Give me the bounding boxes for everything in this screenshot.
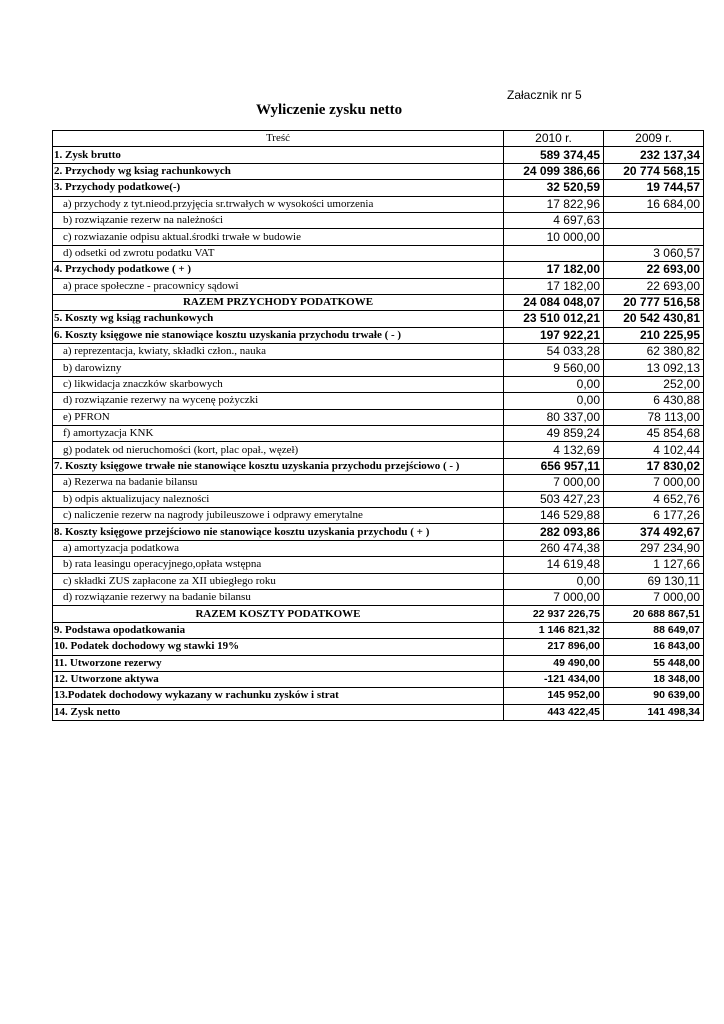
value-2010: 80 337,00 — [504, 409, 604, 425]
value-2010: 24 084 048,07 — [504, 294, 604, 310]
value-2010: 49 859,24 — [504, 426, 604, 442]
table-row — [53, 688, 704, 704]
row-label: b) rata leasingu operacyjnego,opłata wstępna — [53, 557, 504, 573]
row-label: 14. Zysk netto — [53, 704, 504, 720]
value-2010: 22 937 226,75 — [504, 606, 604, 622]
value-2009: 16 684,00 — [604, 196, 704, 212]
table-row — [53, 442, 704, 458]
value-2010: 7 000,00 — [504, 589, 604, 605]
value-2009: 3 060,57 — [604, 245, 704, 261]
value-2010: 146 529,88 — [504, 507, 604, 523]
table-row — [53, 606, 704, 622]
value-2010: 217 896,00 — [504, 639, 604, 655]
value-2009: 4 652,76 — [604, 491, 704, 507]
table-row — [53, 458, 704, 474]
table-row — [53, 524, 704, 540]
row-label: 11. Utworzone rezerwy — [53, 655, 504, 671]
table-row — [53, 278, 704, 294]
table-row — [53, 409, 704, 425]
value-2009: 6 430,88 — [604, 393, 704, 409]
value-2010: 4 697,63 — [504, 212, 604, 228]
table-row — [53, 426, 704, 442]
row-label: 2. Przychody wg ksiag rachunkowych — [53, 163, 504, 179]
value-2010: 24 099 386,66 — [504, 163, 604, 179]
table-row — [53, 573, 704, 589]
value-2009: 16 843,00 — [604, 639, 704, 655]
row-label: 6. Koszty księgowe nie stanowiące kosztu uzyskania przychodu trwałe ( - ) — [53, 327, 504, 343]
value-2010: 1 146 821,32 — [504, 622, 604, 638]
value-2010: 54 033,28 — [504, 344, 604, 360]
row-label: b) rozwiązanie rezerw na należności — [53, 212, 504, 228]
table-row — [53, 589, 704, 605]
row-label: d) odsetki od zwrotu podatku VAT — [53, 245, 504, 261]
row-label: RAZEM KOSZTY PODATKOWE — [53, 606, 504, 622]
table-row — [53, 147, 704, 163]
document-title: Wyliczenie zysku netto — [256, 102, 403, 118]
table-row — [53, 639, 704, 655]
table-row — [53, 622, 704, 638]
row-label: 13.Podatek dochodowy wykazany w rachunku zysków i strat — [53, 688, 504, 704]
value-2009: 13 092,13 — [604, 360, 704, 376]
table-row — [53, 212, 704, 228]
value-2010: 17 182,00 — [504, 262, 604, 278]
value-2010: 0,00 — [504, 393, 604, 409]
table-row — [53, 704, 704, 720]
column-header-2010: 2010 r. — [504, 131, 604, 147]
value-2009: 88 649,07 — [604, 622, 704, 638]
row-label: f) amortyzacja KNK — [53, 426, 504, 442]
row-label: c) likwidacja znaczków skarbowych — [53, 376, 504, 392]
value-2009: 297 234,90 — [604, 540, 704, 556]
value-2009: 141 498,34 — [604, 704, 704, 720]
value-2009: 18 348,00 — [604, 671, 704, 687]
table-header-row — [53, 131, 704, 147]
row-label: a) amortyzacja podatkowa — [53, 540, 504, 556]
row-label: 9. Podstawa opodatkowania — [53, 622, 504, 638]
value-2010: 49 490,00 — [504, 655, 604, 671]
row-label: 3. Przychody podatkowe(-) — [53, 180, 504, 196]
table-row — [53, 344, 704, 360]
value-2009: 232 137,34 — [604, 147, 704, 163]
value-2010: 282 093,86 — [504, 524, 604, 540]
table-row — [53, 311, 704, 327]
value-2009 — [604, 212, 704, 228]
value-2009: 20 688 867,51 — [604, 606, 704, 622]
table-row — [53, 196, 704, 212]
row-label: 8. Koszty księgowe przejściowo nie stanowiące kosztu uzyskania przychodu ( + ) — [53, 524, 504, 540]
row-label: b) odpis aktualizujacy nalezności — [53, 491, 504, 507]
table-row — [53, 671, 704, 687]
value-2009: 20 777 516,58 — [604, 294, 704, 310]
value-2009: 90 639,00 — [604, 688, 704, 704]
table-row — [53, 360, 704, 376]
value-2010: 7 000,00 — [504, 475, 604, 491]
value-2009: 7 000,00 — [604, 589, 704, 605]
value-2009: 45 854,68 — [604, 426, 704, 442]
row-label: c) naliczenie rezerw na nagrody jubileuszowe i odprawy emerytalne — [53, 507, 504, 523]
row-label: 12. Utworzone aktywa — [53, 671, 504, 687]
value-2009: 20 542 430,81 — [604, 311, 704, 327]
value-2010: 0,00 — [504, 573, 604, 589]
row-label: c) rozwiazanie odpisu aktual.środki trwałe w budowie — [53, 229, 504, 245]
value-2010: 17 822,96 — [504, 196, 604, 212]
value-2009: 62 380,82 — [604, 344, 704, 360]
value-2009: 20 774 568,15 — [604, 163, 704, 179]
table-row — [53, 507, 704, 523]
table-row — [53, 557, 704, 573]
value-2009: 6 177,26 — [604, 507, 704, 523]
row-label: 4. Przychody podatkowe ( + ) — [53, 262, 504, 278]
value-2010: 14 619,48 — [504, 557, 604, 573]
value-2010: 656 957,11 — [504, 458, 604, 474]
row-label: 1. Zysk brutto — [53, 147, 504, 163]
value-2009: 1 127,66 — [604, 557, 704, 573]
row-label: d) rozwiązanie rezerwy na wycenę pożyczki — [53, 393, 504, 409]
value-2009: 55 448,00 — [604, 655, 704, 671]
value-2009: 7 000,00 — [604, 475, 704, 491]
table-row — [53, 376, 704, 392]
row-label: g) podatek od nieruchomości (kort, plac opał., węzeł) — [53, 442, 504, 458]
value-2010: 23 510 012,21 — [504, 311, 604, 327]
value-2009 — [604, 229, 704, 245]
value-2009: 78 113,00 — [604, 409, 704, 425]
value-2009: 4 102,44 — [604, 442, 704, 458]
column-header-2009: 2009 r. — [604, 131, 704, 147]
value-2009: 19 744,57 — [604, 180, 704, 196]
table-row — [53, 245, 704, 261]
value-2009: 22 693,00 — [604, 262, 704, 278]
row-label: c) składki ZUS zapłacone za XII ubiegłego roku — [53, 573, 504, 589]
value-2009: 252,00 — [604, 376, 704, 392]
row-label: 5. Koszty wg ksiąg rachunkowych — [53, 311, 504, 327]
table-row — [53, 327, 704, 343]
table-row — [53, 163, 704, 179]
table-body — [53, 147, 704, 721]
value-2010 — [504, 245, 604, 261]
row-label: RAZEM PRZYCHODY PODATKOWE — [53, 294, 504, 310]
column-header-description: Treść — [53, 131, 504, 147]
row-label: a) Rezerwa na badanie bilansu — [53, 475, 504, 491]
row-label: a) reprezentacja, kwiaty, składki człon., nauka — [53, 344, 504, 360]
value-2009: 69 130,11 — [604, 573, 704, 589]
table-row — [53, 491, 704, 507]
value-2010: 260 474,38 — [504, 540, 604, 556]
value-2010: 32 520,59 — [504, 180, 604, 196]
row-label: a) prace społeczne - pracownicy sądowi — [53, 278, 504, 294]
value-2010: 4 132,69 — [504, 442, 604, 458]
row-label: 7. Koszty księgowe trwałe nie stanowiące kosztu uzyskania przychodu przejściowo ( - ) — [53, 458, 504, 474]
value-2010: 145 952,00 — [504, 688, 604, 704]
value-2010: 17 182,00 — [504, 278, 604, 294]
value-2009: 374 492,67 — [604, 524, 704, 540]
value-2010: 503 427,23 — [504, 491, 604, 507]
row-label: d) rozwiązanie rezerwy na badanie bilansu — [53, 589, 504, 605]
value-2010: -121 434,00 — [504, 671, 604, 687]
value-2010: 9 560,00 — [504, 360, 604, 376]
table-row — [53, 393, 704, 409]
table-row — [53, 262, 704, 278]
value-2010: 589 374,45 — [504, 147, 604, 163]
row-label: a) przychody z tyt.nieod.przyjęcia sr.trwałych w wysokości umorzenia — [53, 196, 504, 212]
row-label: b) darowizny — [53, 360, 504, 376]
table-row — [53, 294, 704, 310]
table-row — [53, 475, 704, 491]
value-2010: 0,00 — [504, 376, 604, 392]
value-2009: 210 225,95 — [604, 327, 704, 343]
attachment-label: Załacznik nr 5 — [507, 88, 582, 102]
value-2010: 443 422,45 — [504, 704, 604, 720]
row-label: e) PFRON — [53, 409, 504, 425]
table-row — [53, 180, 704, 196]
row-label: 10. Podatek dochodowy wg stawki 19% — [53, 639, 504, 655]
table-row — [53, 540, 704, 556]
value-2010: 10 000,00 — [504, 229, 604, 245]
table-row — [53, 655, 704, 671]
value-2009: 22 693,00 — [604, 278, 704, 294]
net-profit-table — [52, 130, 704, 721]
value-2009: 17 830,02 — [604, 458, 704, 474]
value-2010: 197 922,21 — [504, 327, 604, 343]
table-row — [53, 229, 704, 245]
